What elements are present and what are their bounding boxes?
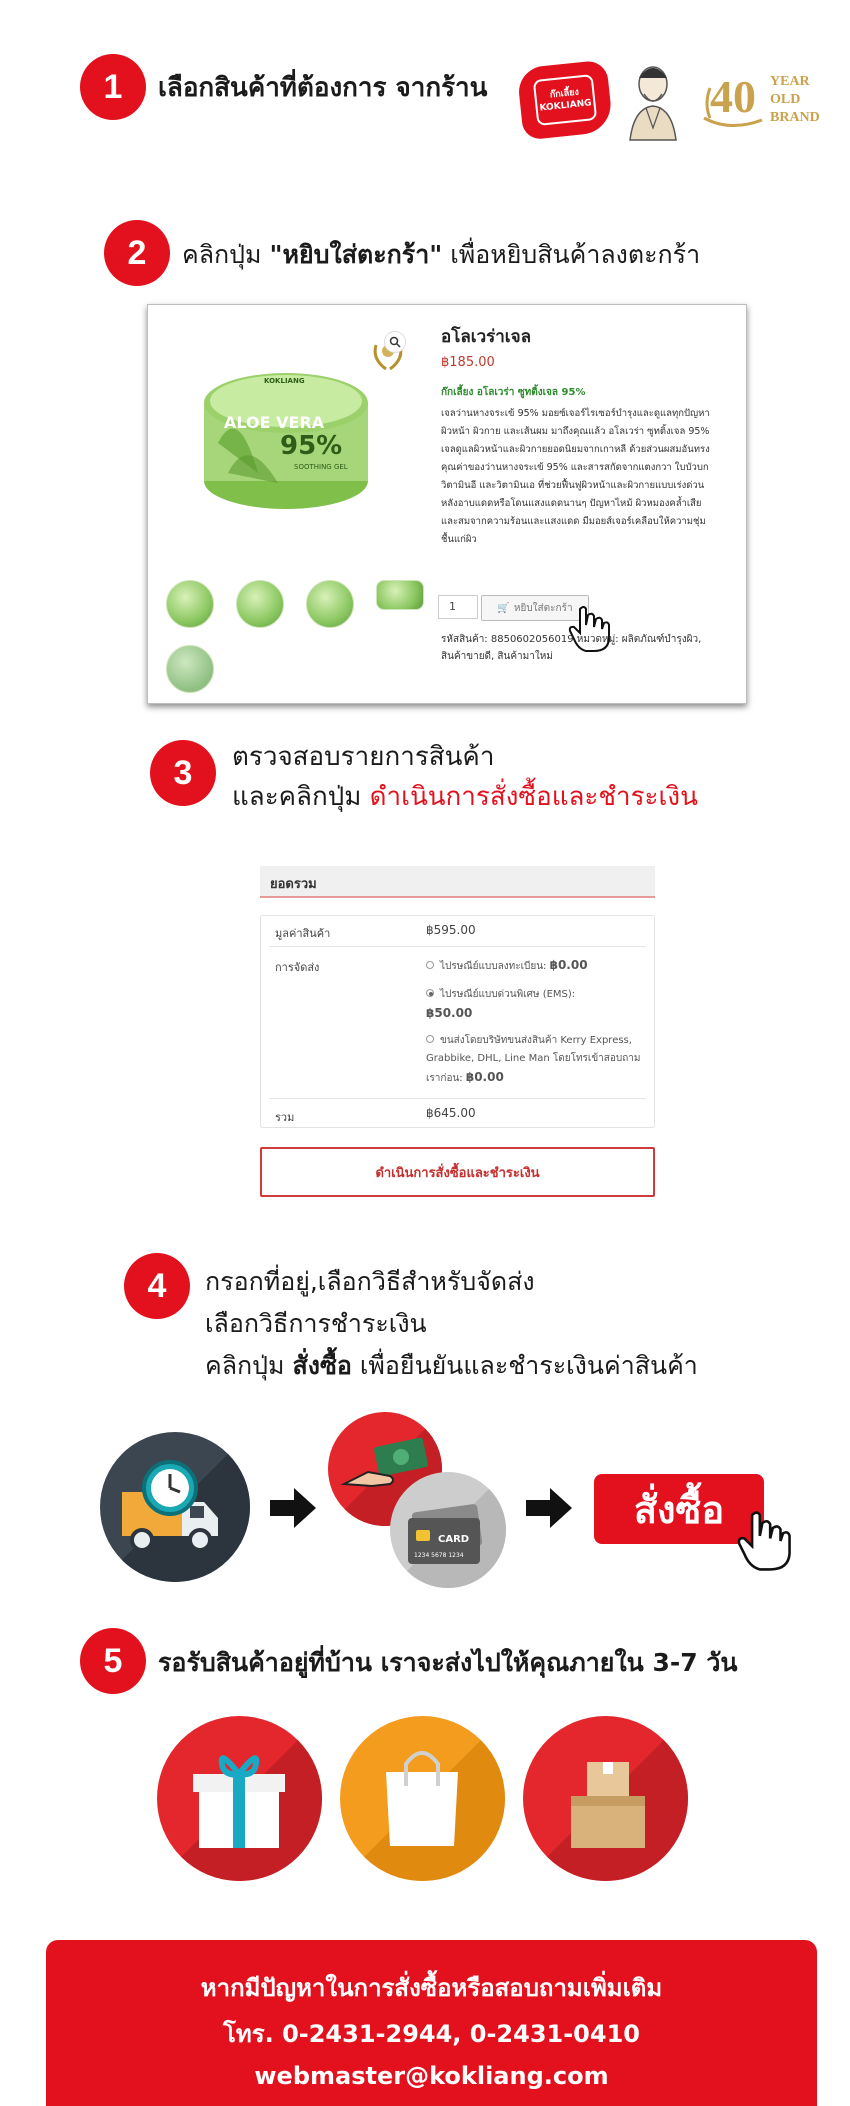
step-4-line3 xyxy=(205,1346,698,1386)
contact-footer xyxy=(46,1940,817,2106)
add-to-cart-label: หยิบใส่ตะกร้า xyxy=(513,602,573,614)
checkout-button[interactable]: ดำเนินการสั่งซื้อและชำระเงิน xyxy=(260,1147,655,1197)
anniversary-badge xyxy=(700,70,825,134)
ship-option3-label: ขนส่งโดยบริษัทขนส่งสินค้า Kerry Express, Grabbike, DHL, Line Man โดยโทรเข้าสอบถามเราก่อน: xyxy=(426,1035,641,1084)
quantity-input[interactable]: 1 xyxy=(438,595,478,619)
product-card-screenshot xyxy=(147,304,747,704)
gift-box-icon xyxy=(157,1716,322,1881)
ship-option2-price: ฿50.00 xyxy=(426,1006,473,1020)
product-thumbnail[interactable] xyxy=(376,580,424,610)
step-2-text-before: คลิกปุ่ม xyxy=(182,240,270,269)
anniversary-brand: BRAND xyxy=(770,110,820,125)
jar-sub: SOOTHING GEL xyxy=(294,463,348,471)
step-3-line2 xyxy=(232,776,698,817)
jar-brand: KOKLIANG xyxy=(264,377,305,385)
product-title: อโลเวร่าเจล xyxy=(441,327,531,347)
footer-line-1: หากมีปัญหาในการสั่งซื้อหรือสอบถามเพิ่มเติม xyxy=(200,1974,663,2002)
shipping-option-registered[interactable] xyxy=(426,956,641,976)
product-thumbnail[interactable] xyxy=(236,580,284,628)
product-sku: รหัสสินค้า: 8850602056019 หมวดหมู่: ผลิตภัณฑ์บำรุงผิว, สินค้าขายดี, สินค้ามาใหม่ xyxy=(441,634,702,662)
anniversary-year: YEAR xyxy=(770,74,810,89)
ship-option3-price: ฿0.00 xyxy=(465,1070,504,1084)
step-3-line2-red: ดำเนินการสั่งซื้อและชำระเงิน xyxy=(369,782,698,812)
step-3-number: 3 xyxy=(150,740,216,806)
total-value: ฿645.00 xyxy=(426,1106,476,1120)
delivery-truck-icon xyxy=(100,1432,250,1582)
parcel-boxes-icon xyxy=(523,1716,688,1881)
subtotal-value: ฿595.00 xyxy=(426,923,476,937)
step-4-line3-bold: สั่งซื้อ xyxy=(292,1351,352,1380)
arrow-right-icon xyxy=(526,1488,572,1528)
divider xyxy=(269,1098,646,1099)
step-2-text-after: เพื่อหยิบสินค้าลงตะกร้า xyxy=(442,240,701,269)
step-3-line2-before: และคลิกปุ่ม xyxy=(232,782,370,812)
totals-table xyxy=(260,915,655,1128)
jar-percent: 95% xyxy=(280,431,343,461)
step-2-text xyxy=(182,235,700,275)
product-thumbnail[interactable] xyxy=(166,580,214,628)
footer-phone[interactable]: โทร. 0-2431-2944, 0-2431-0410 xyxy=(223,2020,640,2048)
product-description: เจลว่านหางจระเข้ 95% มอยซ์เจอร์ไรเซอร์บำรุงและดูแลทุกปัญหาผิวหน้า ผิวกาย และเส้นผม มาถึงคุณแล้ว อโลเวร่า ซูทติ้งเจล 95% เจลดูแลผิวหน้าและผิวกายยอดนิยมจากเกาหลี ด้วยส่วนผสมอันทรงคุณค่าของว่านหางจระเข้ 95% และสารสกัดจากแตงกวา ใบบัวบก วิตามินอี และวิตามินเอ ที่ช่วยฟื้นฟูผิวหน้าและผิวกายแบบเร่งด่วนหลังอาบแดดหรือโดนแสงแดดนานๆ ปัญหาไหม้ ผิวหมองคล้ำเสียและสมจากความร้อนและแสงแดด มีมอยส์เจอร์เคลือบให้ความชุ่มชื้นแก่ผิว xyxy=(441,408,710,545)
anniversary-number: 40 xyxy=(710,71,756,122)
radio-icon[interactable] xyxy=(426,1035,434,1043)
footer-email[interactable]: webmaster@kokliang.com xyxy=(254,2062,609,2090)
card-number: 1234 5678 1234 xyxy=(414,1552,464,1559)
step-1-number: 1 xyxy=(80,54,146,120)
step-2-number: 2 xyxy=(104,220,170,286)
step-5-text: รอรับสินค้าอยู่ที่บ้าน เราจะส่งไปให้คุณภายใน 3-7 วัน xyxy=(158,1648,738,1677)
totals-heading: ยอดรวม xyxy=(260,866,655,898)
product-thumbnail[interactable] xyxy=(166,645,214,693)
shipping-option-courier[interactable] xyxy=(426,1032,641,1088)
ship-option2-label: ไปรษณีย์แบบด่วนพิเศษ (EMS): xyxy=(440,989,576,1000)
shipping-label: การจัดส่ง xyxy=(275,961,320,974)
ship-option1-price: ฿0.00 xyxy=(549,958,588,972)
zoom-icon[interactable] xyxy=(384,331,406,353)
divider xyxy=(269,946,646,947)
step-4-line1: กรอกที่อยู่,เลือกวิธีสำหรับจัดส่ง xyxy=(205,1267,535,1296)
subtotal-label: มูลค่าสินค้า xyxy=(275,927,331,940)
step-4-line3-before: คลิกปุ่ม xyxy=(205,1351,293,1380)
step-4-line2: เลือกวิธีการชำระเงิน xyxy=(205,1309,427,1338)
ship-option1-label: ไปรษณีย์แบบลงทะเบียน: xyxy=(440,961,550,972)
credit-card-icon xyxy=(390,1472,506,1588)
radio-icon[interactable] xyxy=(426,961,434,969)
total-label: รวม xyxy=(275,1111,295,1124)
order-button[interactable]: สั่งซื้อ xyxy=(594,1474,764,1544)
step-5-number: 5 xyxy=(80,1628,146,1694)
card-label: CARD xyxy=(438,1534,470,1545)
hand-pointer-icon xyxy=(736,1510,794,1572)
step-2-text-bold: "หยิบใส่ตะกร้า" xyxy=(269,240,443,269)
product-subtitle: ก๊กเลี้ยง อโลเวร่า ซูทติ้งเจล 95% xyxy=(441,387,586,398)
arrow-right-icon xyxy=(270,1488,316,1528)
jar-name: ALOE VERA xyxy=(224,413,325,432)
anniversary-old: OLD xyxy=(770,92,801,107)
shipping-option-ems[interactable] xyxy=(426,986,641,1024)
radio-selected-icon[interactable] xyxy=(426,989,434,997)
kokliang-logo xyxy=(516,59,613,140)
shopping-bag-icon xyxy=(340,1716,505,1881)
cart-icon: 🛒 xyxy=(497,602,510,614)
step-3-line1: ตรวจสอบรายการสินค้า xyxy=(232,742,495,772)
product-thumbnail[interactable] xyxy=(306,580,354,628)
step-1-text: เลือกสินค้าที่ต้องการ จากร้าน xyxy=(158,73,488,103)
product-price: ฿185.00 xyxy=(441,355,495,370)
step-4-line3-after: เพื่อยืนยันและชำระเงินค่าสินค้า xyxy=(351,1351,698,1380)
product-image[interactable] xyxy=(198,363,373,513)
step-4-number: 4 xyxy=(124,1253,190,1319)
kokliang-logo-text: ก๊กเลี้ยง KOKLIANG xyxy=(533,74,597,126)
founder-portrait-icon xyxy=(624,58,682,146)
